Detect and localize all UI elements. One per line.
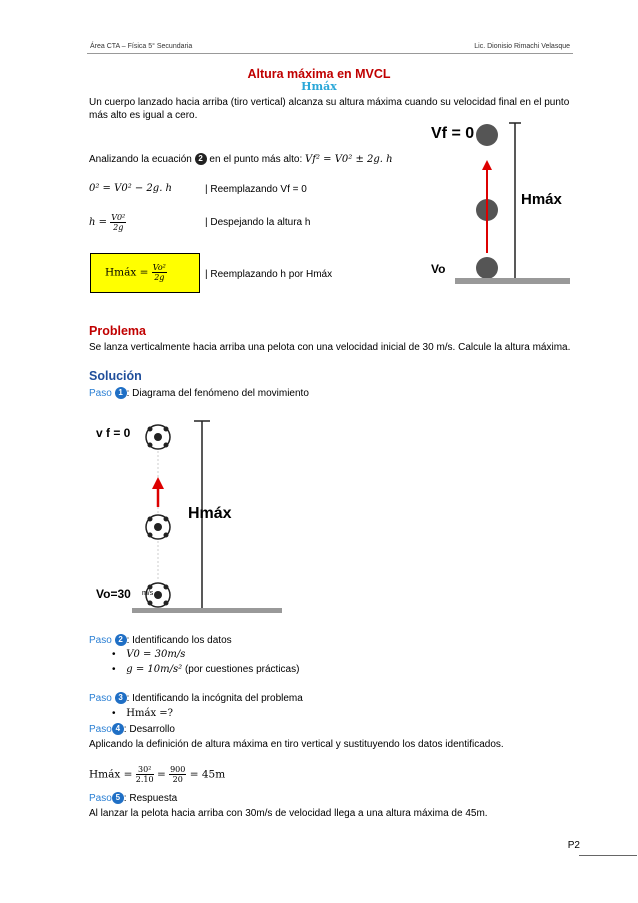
note-3: | Despejando la altura h <box>205 217 311 228</box>
equation-badge: 2 <box>195 153 207 165</box>
paso-1-badge: 1 <box>115 387 127 399</box>
calc-fraction-2 <box>169 765 186 784</box>
soccer-ball-middle <box>146 515 170 539</box>
paso-4-label: Paso <box>89 724 112 735</box>
formula-denominator: 2g <box>154 273 165 282</box>
velocity-arrowhead <box>482 160 492 170</box>
analysis-line <box>89 153 449 166</box>
calc-fraction-1 <box>136 765 154 784</box>
problema-heading: Problema <box>89 324 146 338</box>
calc-n2: 900 <box>170 765 186 774</box>
bullet-dot: • <box>112 664 116 675</box>
paso-5 <box>89 792 579 805</box>
calc-d2: 20 <box>172 775 183 784</box>
calc-result: = 45m <box>189 768 226 781</box>
diagram-1-v0-label: Vo <box>431 262 446 276</box>
calculation <box>89 765 225 784</box>
analysis-tail: en el punto más alto: <box>209 154 303 165</box>
note-2: | Reemplazando Vf = 0 <box>205 184 307 195</box>
formula-fraction <box>152 263 167 282</box>
diagram-1-h-label: Hmáx <box>521 191 562 208</box>
paso-5-text: : Respuesta <box>123 793 178 804</box>
paso-3-text: : Identificando la incógnita del problema <box>126 693 303 704</box>
calc-equals: = <box>156 768 166 781</box>
paso-1-text: : Diagrama del fenómeno del movimiento <box>126 388 309 399</box>
paso-5-badge: 5 <box>112 792 124 804</box>
diagram-2-h-label: Hmáx <box>188 505 232 522</box>
problema-text: Se lanza verticalmente hacia arriba una pelota con una velocidad inicial de 30 m/s. Calcule la altura máxima. <box>89 342 571 353</box>
ball-top <box>476 124 498 146</box>
calc-d1: 2.10 <box>135 775 154 784</box>
equation-1: Vf² = V0² ± 2g. h <box>305 154 393 165</box>
paso-5-label: Paso <box>89 793 112 804</box>
paso-2 <box>89 634 579 647</box>
note-4: | Reemplazando h por Hmáx <box>205 269 333 280</box>
desarrollo-text: Aplicando la definición de altura máxima en tiro vertical y sustituyendo los datos identificados. <box>89 739 504 750</box>
diagram-2 <box>92 415 292 615</box>
dato-2-note: (por cuestiones prácticas) <box>184 664 300 675</box>
paso-3 <box>89 692 579 705</box>
formula-box <box>90 253 200 293</box>
solucion-heading: Solución <box>89 369 142 383</box>
diagram-1-vf-label: Vf = 0 <box>431 125 475 142</box>
fraction-numerator: V0² <box>111 213 126 222</box>
formula-left: Hmáx = <box>105 266 149 279</box>
paso-4 <box>89 723 579 736</box>
analysis-lead: Analizando la ecuación <box>89 154 192 165</box>
paso-2-badge: 2 <box>115 634 127 646</box>
bullet-dot: • <box>112 649 116 660</box>
diagram-1 <box>425 118 575 298</box>
header-right: Lic. Dionisio Rimachi Velasque <box>474 43 570 50</box>
formula <box>105 263 167 282</box>
incognita <box>112 708 173 719</box>
paso-2-text: : Identificando los datos <box>126 635 232 646</box>
calc-left: Hmáx = <box>89 768 133 781</box>
ground-2 <box>132 608 282 613</box>
paso-3-badge: 3 <box>115 692 127 704</box>
equation-3 <box>89 213 126 232</box>
dato-1 <box>112 649 185 660</box>
paso-1 <box>89 387 579 400</box>
formula-numerator: Vo² <box>152 263 166 272</box>
soccer-ball-top <box>146 425 170 449</box>
ground <box>455 278 570 284</box>
diagram-2-vf-label: v f = 0 <box>96 426 131 440</box>
fraction-denominator: 2g <box>113 223 124 232</box>
page-subtitle: Hmáx <box>301 80 337 93</box>
header-rule <box>87 53 573 54</box>
dato-2-value: g = 10m/s² <box>126 664 183 675</box>
paso-4-text: : Desarrollo <box>123 724 175 735</box>
diagram-2-v0-label: Vo=30 <box>96 587 131 601</box>
dato-2 <box>112 664 299 675</box>
paso-2-label: Paso <box>89 635 112 646</box>
page-number-rule <box>579 855 637 856</box>
diagram-2-unit: m/s <box>142 590 154 597</box>
equation-3-left: h = <box>89 217 107 228</box>
equation-3-fraction <box>110 213 126 232</box>
respuesta-text: Al lanzar la pelota hacia arriba con 30m/s de velocidad llega a una altura máxima de 45m. <box>89 808 488 819</box>
intro-paragraph: Un cuerpo lanzado hacia arriba (tiro vertical) alcanza su altura máxima cuando su velocidad final en el punto más alto es igual a cero. <box>89 97 570 121</box>
page-number: P2 <box>567 840 580 851</box>
equation-2: 0² = V0² − 2g. h <box>89 183 172 194</box>
header-left: Área CTA – Física 5° Secundaria <box>90 43 193 50</box>
paso-1-label: Paso <box>89 388 112 399</box>
incognita-value: Hmáx =? <box>126 708 174 719</box>
dato-1-value: V0 = 30m/s <box>126 649 186 660</box>
page-title: Altura máxima en MVCL <box>247 67 391 81</box>
bullet-dot: • <box>112 708 116 719</box>
paso-3-label: Paso <box>89 693 112 704</box>
ball-bottom <box>476 257 498 279</box>
paso-4-badge: 4 <box>112 723 124 735</box>
calc-n1: 30² <box>136 765 154 775</box>
velocity-arrowhead-2 <box>152 477 164 489</box>
